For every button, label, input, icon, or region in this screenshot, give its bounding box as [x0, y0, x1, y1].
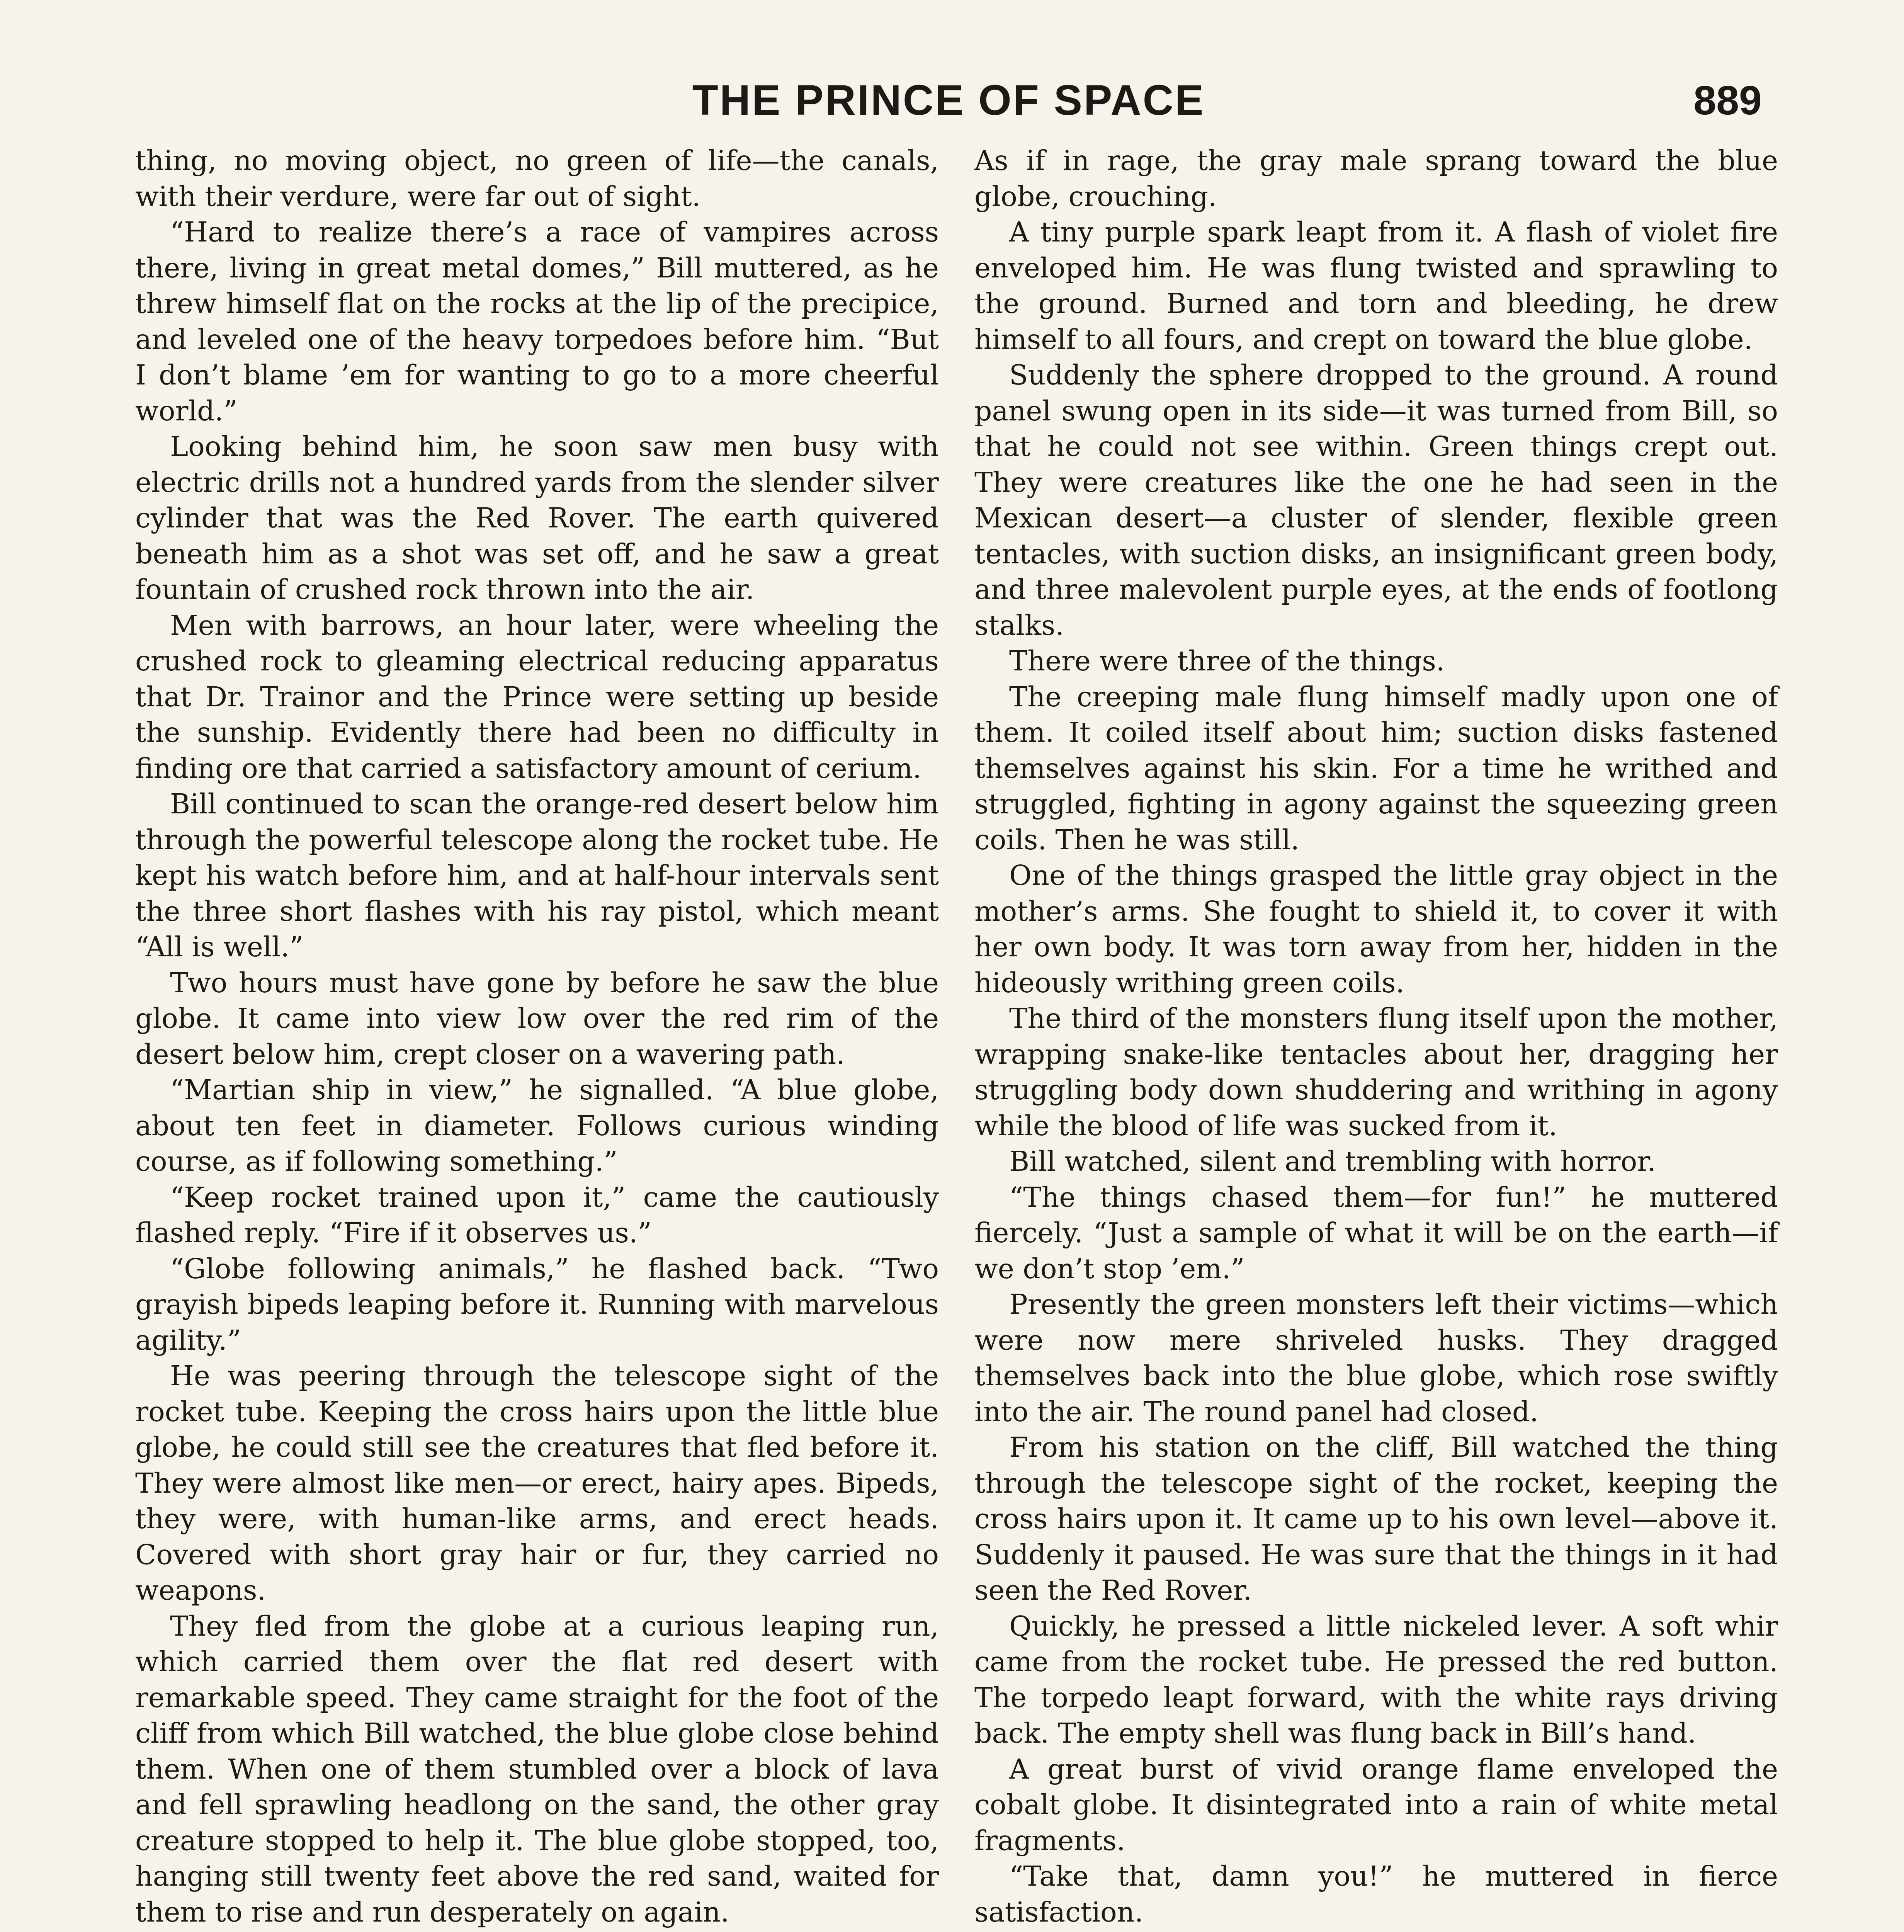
paragraph: Suddenly the sphere dropped to the ground. A round panel swung open in its side—it was turned from Bill, so that he could not see within. Green things crept out. They were creatures like the one he had seen in the Mexican desert—a cluster of slender, flexible green tentacles, with suction disks, an insignificant green body, and three malevolent purple eyes, at the ends of footlong stalks.	[974, 359, 1778, 641]
paragraph: There were three of the things.	[1009, 645, 1445, 677]
paragraph: A tiny purple spark leapt from it. A flash of violet fire enveloped him. He was flung twisted and sprawling to the ground. Burned and torn and bleeding, he drew himself to all fours, and crept on toward the blue globe.	[974, 216, 1778, 355]
right-column	[974, 143, 1778, 1932]
paragraph: Bill watched, silent and trembling with horror.	[1009, 1145, 1656, 1177]
paragraph: From his station on the cliff, Bill watched the thing through the telescope sight of the rocket, keeping the cross hairs upon it. It came up to his own level—above it. Suddenly it paused. He was sure that the things in it had seen the Red Rover.	[974, 1431, 1778, 1606]
paragraph: “Hard to realize there’s a race of vampires across there, living in great metal domes,” Bill muttered, as he threw himself flat on the rocks at the lip of the precipice, and leveled one of the heavy torpedoes before him. “But I don’t blame ’em for wanting to go to a more cheerful world.”	[135, 216, 939, 427]
paragraph: A great burst of vivid orange flame enveloped the cobalt globe. It disintegrated into a rain of white metal fragments.	[974, 1753, 1778, 1857]
paragraph: The third of the monsters flung itself upon the mother, wrapping snake-like tentacles about her, dragging her struggling body down shuddering and writhing in agony while the blood of life was sucked from it.	[974, 1002, 1778, 1142]
paragraph: thing, no moving object, no green of life—the canals, with their verdure, were far out of sight.	[135, 145, 939, 213]
paragraph: Quickly, he pressed a little nickeled lever. A soft whir came from the rocket tube. He pressed the red button. The torpedo leapt forward, with the white rays driving back. The empty shell was flung back in Bill’s hand.	[974, 1610, 1778, 1749]
page-header	[135, 71, 1762, 129]
paragraph: “The things chased them—for fun!” he muttered fiercely. “Just a sample of what it will be on the earth—if we don’t stop ’em.”	[974, 1181, 1778, 1285]
paragraph: Looking behind him, he soon saw men busy with electric drills not a hundred yards from the slender silver cylinder that was the Red Rover. The earth quivered beneath him as a shot was set off, and he saw a great fountain of crushed rock thrown into the air.	[135, 430, 939, 605]
paragraph: “Take that, damn you!” he muttered in fierce satisfaction.	[974, 1860, 1778, 1928]
page-number: 889	[1693, 78, 1762, 123]
left-column	[135, 143, 939, 1932]
paragraph: As if in rage, the gray male sprang toward the blue globe, crouching.	[974, 145, 1778, 213]
paragraph: “Martian ship in view,” he signalled. “A blue globe, about ten feet in diameter. Follows curious winding course, as if following something.”	[135, 1074, 939, 1177]
paragraph: Two hours must have gone by before he saw the blue globe. It came into view low over the red rim of the desert below him, crept closer on a wavering path.	[135, 966, 939, 1070]
paragraph: “Keep rocket trained upon it,” came the cautiously flashed reply. “Fire if it observes us.”	[135, 1181, 939, 1249]
paragraph: He was peering through the telescope sight of the rocket tube. Keeping the cross hairs upon the little blue globe, he could still see the creatures that fled before it. They were almost like men—or erect, hairy apes. Bipeds, they were, with human-like arms, and erect heads. Covered with short gray hair or fur, they carried no weapons.	[135, 1360, 939, 1606]
paragraph: One of the things grasped the little gray object in the mother’s arms. She fought to shield it, to cover it with her own body. It was torn away from her, hidden in the hideously writhing green coils.	[974, 859, 1778, 999]
paragraph	[135, 1930, 939, 1932]
running-title: THE PRINCE OF SPACE	[692, 77, 1205, 124]
paragraph: The creeping male flung himself madly upon one of them. It coiled itself about him; suction disks fastened themselves against his skin. For a time he writhed and struggled, fighting in agony against the squeezing green coils. Then he was still.	[974, 680, 1778, 856]
paragraph: Presently the green monsters left their victims—which were now mere shriveled husks. They dragged themselves back into the blue globe, which rose swiftly into the air. The round panel had closed.	[974, 1288, 1778, 1428]
paragraph: Men with barrows, an hour later, were wheeling the crushed rock to gleaming electrical reducing apparatus that Dr. Trainor and the Prince were setting up beside the sunship. Evidently there had been no difficulty in finding ore that carried a satisfactory amount of cerium.	[135, 609, 939, 784]
paragraph: Bill continued to scan the orange-red desert below him through the powerful telescope along the rocket tube. He kept his watch before him, and at half-hour intervals sent the three short flashes with his ray pistol, which meant “All is well.”	[135, 788, 939, 963]
paragraph: “Globe following animals,” he flashed back. “Two grayish bipeds leaping before it. Running with marvelous agility.”	[135, 1252, 939, 1356]
paragraph	[974, 1930, 1778, 1932]
paragraph: They fled from the globe at a curious leaping run, which carried them over the flat red desert with remarkable speed. They came straight for the foot of the cliff from which Bill watched, the blue globe close behind them. When one of them stumbled over a block of lava and fell sprawling headlong on the sand, the other gray creature stopped to help it. The blue globe stopped, too, hanging still twenty feet above the red sand, waited for them to rise and run desperately on again.	[135, 1610, 939, 1928]
